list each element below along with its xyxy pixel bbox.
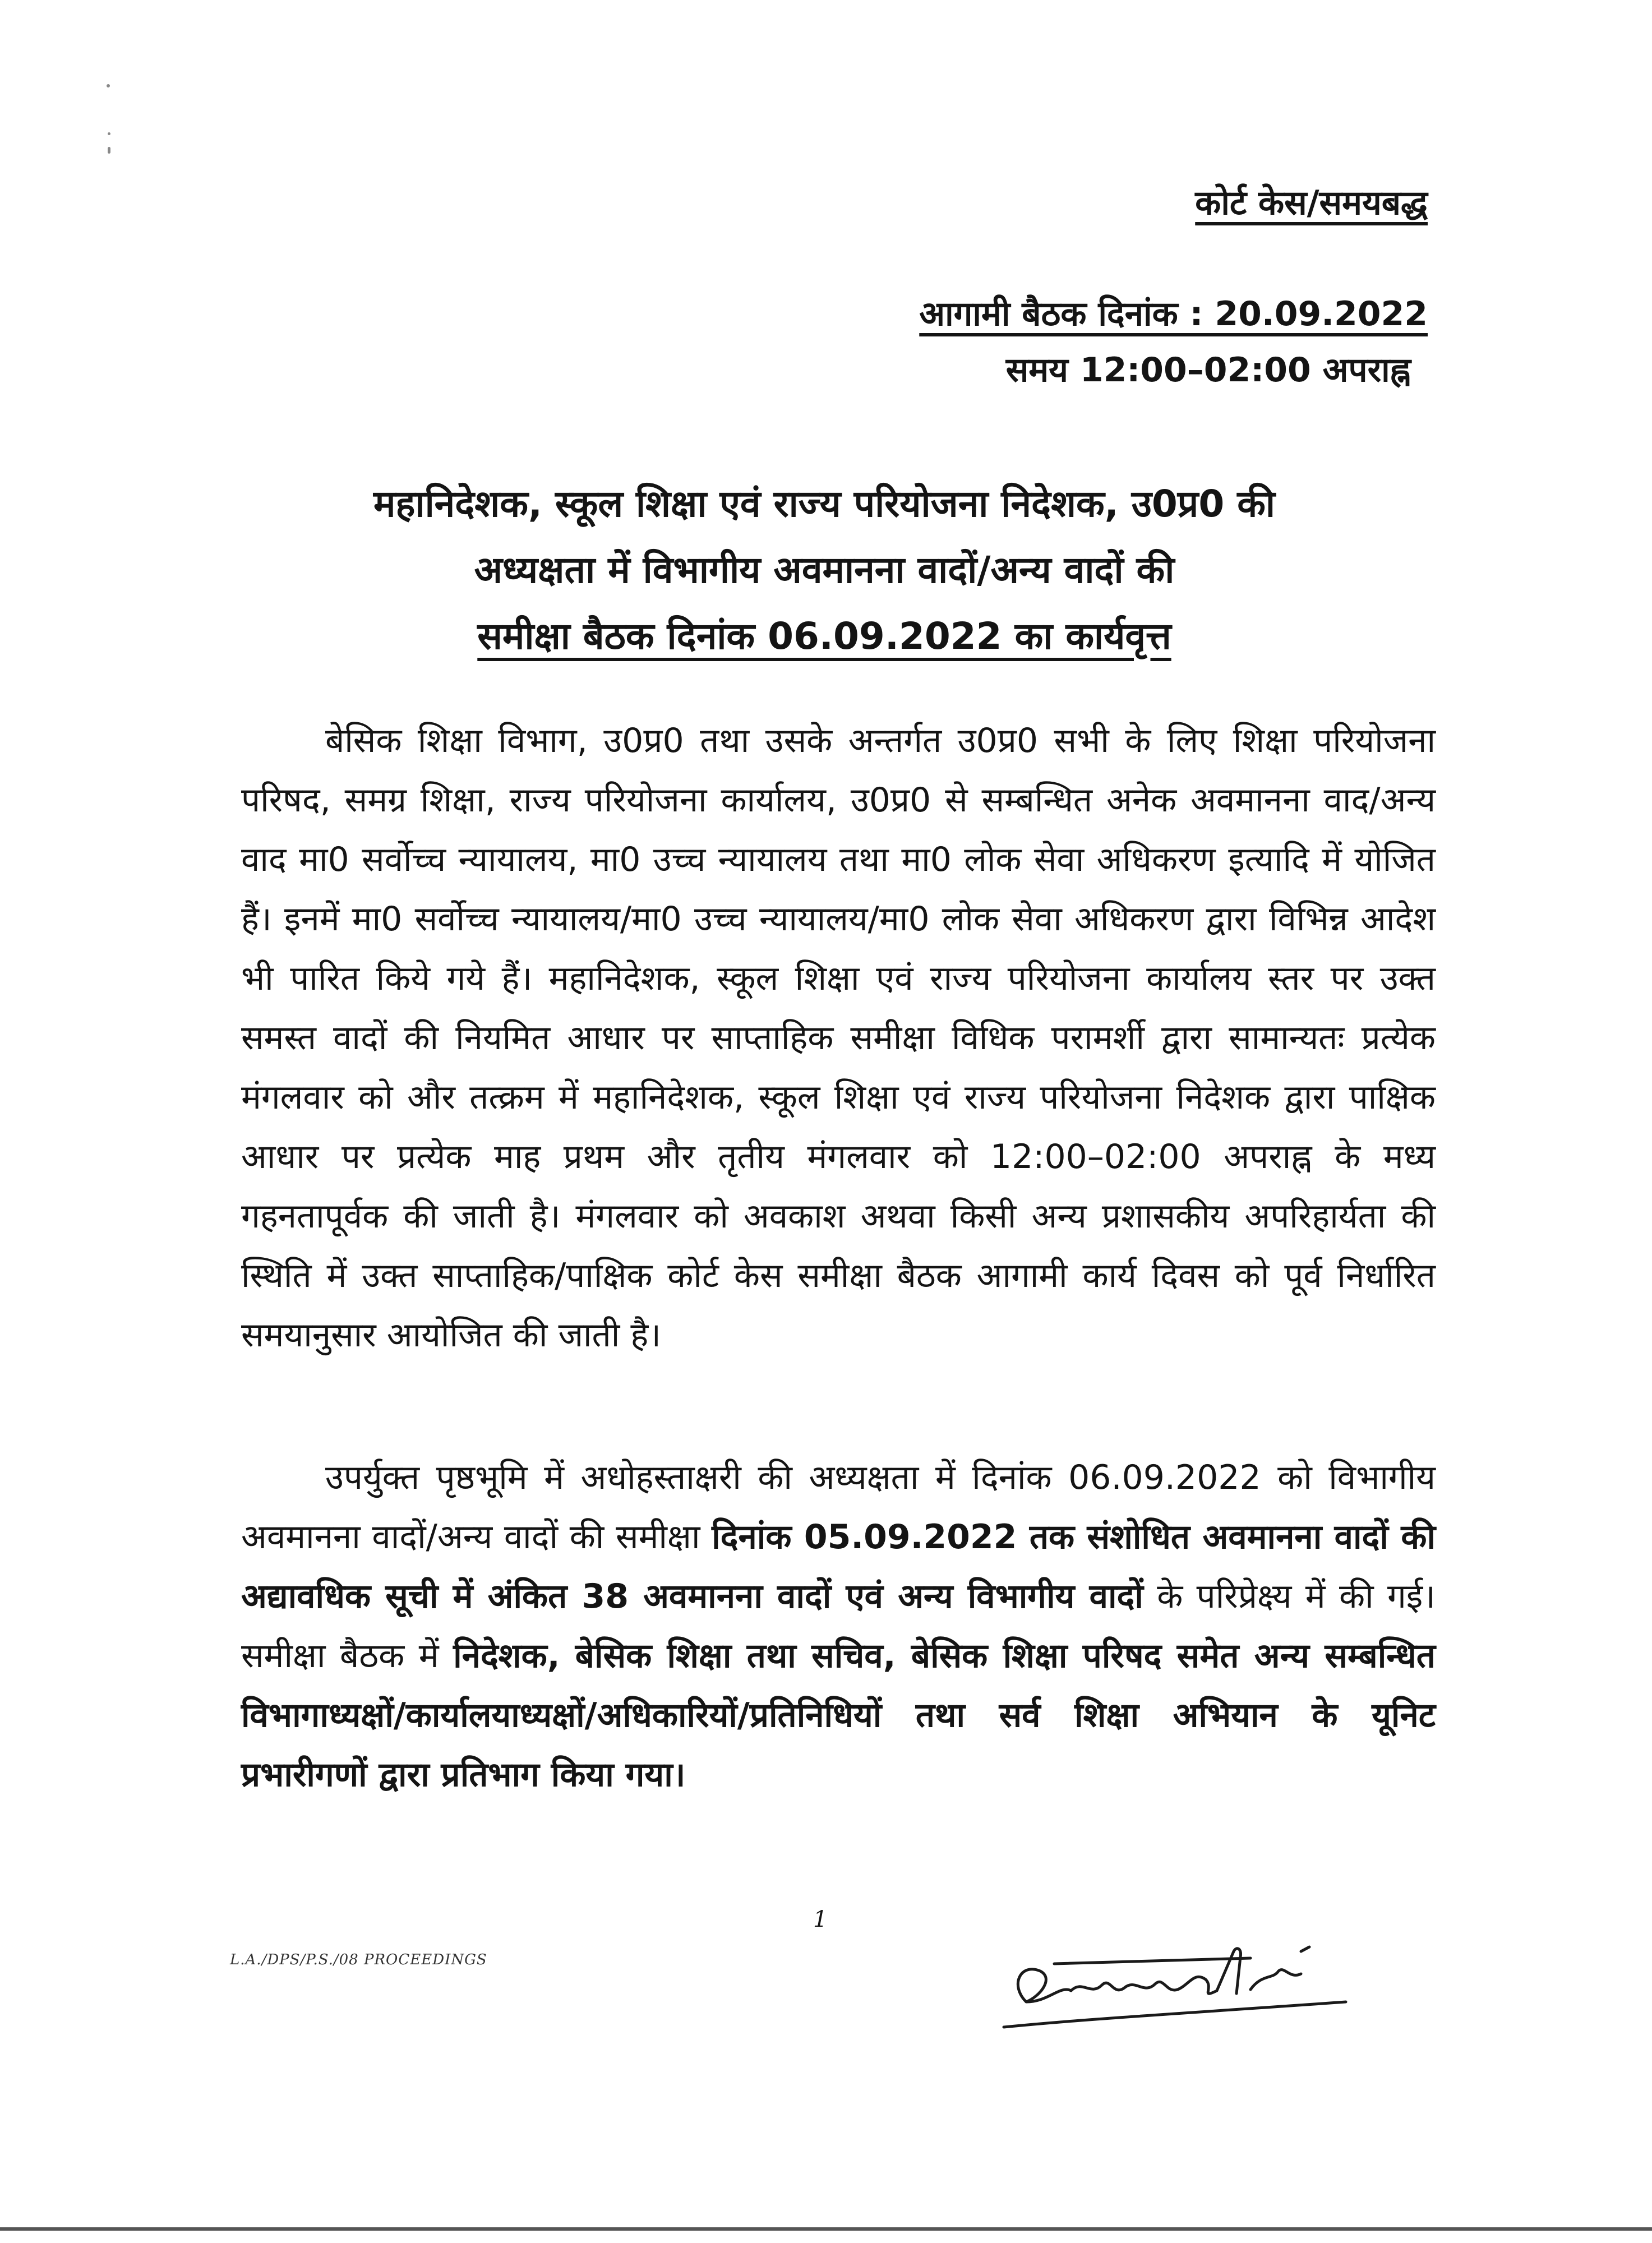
scan-edge-line — [0, 2227, 1652, 2231]
next-meeting-block — [919, 286, 1428, 398]
title-line-2: अध्यक्षता में विभागीय अवमानना वादों/अन्य वादों की — [474, 548, 1175, 592]
paragraph-2-bold-attendees: निदेशक, बेसिक शिक्षा तथा सचिव, बेसिक शिक्षा परिषद समेत अन्य सम्बन्धित विभागाध्यक्षों/कार्यालयाध्यक्षों/अधिकारियों/प्रतिनिधियों तथा सर्व शिक्षा अभियान के यूनिट प्रभारीगणों द्वारा प्रतिभाग किया गया। — [241, 1636, 1436, 1794]
next-meeting-date: आगामी बैठक दिनांक : 20.09.2022 — [919, 294, 1428, 334]
paragraph-2-text — [241, 1448, 1436, 1804]
case-category-tag: कोर्ट केस/समयबद्ध — [1195, 183, 1428, 223]
title-line-3 — [236, 603, 1413, 670]
scan-speck — [108, 147, 110, 154]
paragraph-2-part-1: उपर्युक्त पृष्ठभूमि में अधोहस्ताक्षरी की अध्यक्षता में दिनांक 06.09.2022 को विभागीय अवमानना वादों/अन्य वादों की समीक्षा — [241, 1458, 1436, 1557]
paragraph-2-part-3: के परिप्रेक्ष्य में की गई। समीक्षा बैठक में — [241, 1577, 1436, 1676]
next-meeting-time: समय 12:00–02:00 अपराह्न — [1005, 350, 1411, 390]
page-number: 1 — [813, 1907, 828, 1932]
document-title — [236, 471, 1413, 670]
paragraph-2-bold-cases: दिनांक 05.09.2022 तक संशोधित अवमानना वादों की अद्यावधिक सूची में अंकित 38 अवमानना वादों एवं अन्य विभागीय वादों — [241, 1517, 1436, 1616]
paragraph-1-text: बेसिक शिक्षा विभाग, उ0प्र0 तथा उसके अन्तर्गत उ0प्र0 सभी के लिए शिक्षा परियोजना परिषद, समग्र शिक्षा, राज्य परियोजना कार्यालय, उ0प्र0 से सम्बन्धित अनेक अवमानना वाद/अन्य वाद मा0 सर्वोच्च न्यायालय, मा0 उच्च न्यायालय तथा मा0 लोक सेवा अधिकरण इत्यादि में योजित हैं। इनमें मा0 सर्वोच्च न्यायालय/मा0 उच्च न्यायालय/मा0 लोक सेवा अधिकरण द्वारा विभिन्न आदेश भी पारित किये गये हैं। महानिदेशक, स्कूल शिक्षा एवं राज्य परियोजना कार्यालय स्तर पर उक्त समस्त वादों की नियमित आधार पर साप्ताहिक समीक्षा विधिक परामर्शी द्वारा सामान्यतः प्रत्येक मंगलवार को और तत्क्रम में महानिदेशक, स्कूल शिक्षा एवं राज्य परियोजना निदेशक द्वारा पाक्षिक आधार पर प्रत्येक माह प्रथम और तृतीय मंगलवार को 12:00–02:00 अपराह्न के मध्य गहनतापूर्वक की जाती है। मंगलवार को अवकाश अथवा किसी अन्य प्रशासकीय अपरिहार्यता की स्थिति में उक्त साप्ताहिक/पाक्षिक कोर्ट केस समीक्षा बैठक आगामी कार्य दिवस को पूर्व निर्धारित समयानुसार आयोजित की जाती है। — [241, 721, 1436, 1355]
scan-speck — [108, 132, 110, 135]
background-paragraph — [241, 711, 1436, 1365]
file-reference-code: L.A./DPS/P.S./08 PROCEEDINGS — [230, 1951, 487, 1968]
review-paragraph — [241, 1448, 1436, 1804]
title-line-1: महानिदेशक, स्कूल शिक्षा एवं राज्य परियोजना निदेशक, उ0प्र0 की — [373, 482, 1276, 525]
handwritten-signature — [987, 1918, 1357, 2041]
title-line-3-text: समीक्षा बैठक दिनांक 06.09.2022 का कार्यवृत्त — [477, 615, 1171, 658]
scan-speck — [107, 84, 110, 87]
